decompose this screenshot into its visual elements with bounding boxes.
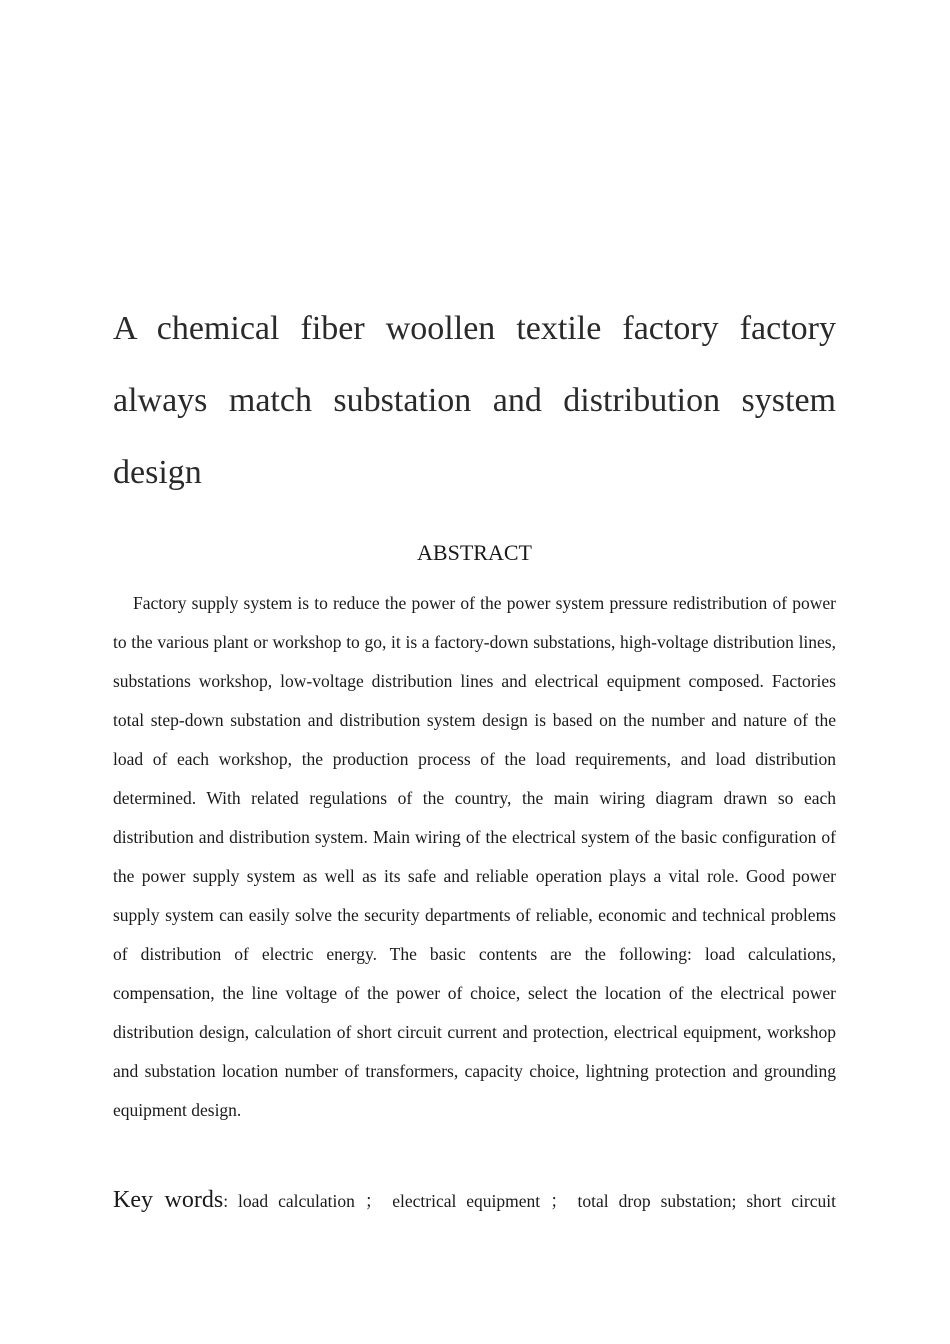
keywords-line bbox=[113, 1181, 836, 1221]
keywords-text: : load calculation ； electrical equipment ； total drop substation; short circuit bbox=[223, 1191, 836, 1211]
abstract-heading: ABSTRACT bbox=[417, 540, 532, 565]
document-title: A chemical fiber woollen textile factory factory always match substation and distribution system design bbox=[113, 310, 836, 491]
abstract-body: Factory supply system is to reduce the power of the power system pressure redistribution of power to the various plant or workshop to go, it is a factory-down substations, high-voltage distribution lines, substations workshop, low-voltage distribution lines and electrical equipment composed. Factories total step-down substation and distribution system design is based on the number and nature of the load of each workshop, the production process of the load requirements, and load distribution determined. With related regulations of the country, the main wiring diagram drawn so each distribution and distribution system. Main wiring of the electrical system of the basic configuration of the power supply system as well as its safe and reliable operation plays a vital role. Good power supply system can easily solve the security departments of reliable, economic and technical problems of distribution of electric energy. The basic contents are the following: load calculations, compensation, the line voltage of the power of choice, select the location of the electrical power distribution design, calculation of short circuit current and protection, electrical equipment, workshop and substation location number of transformers, capacity choice, lightning protection and grounding equipment design. bbox=[113, 593, 836, 1120]
document-page bbox=[113, 0, 836, 1344]
keywords-label: Key words bbox=[113, 1187, 224, 1213]
